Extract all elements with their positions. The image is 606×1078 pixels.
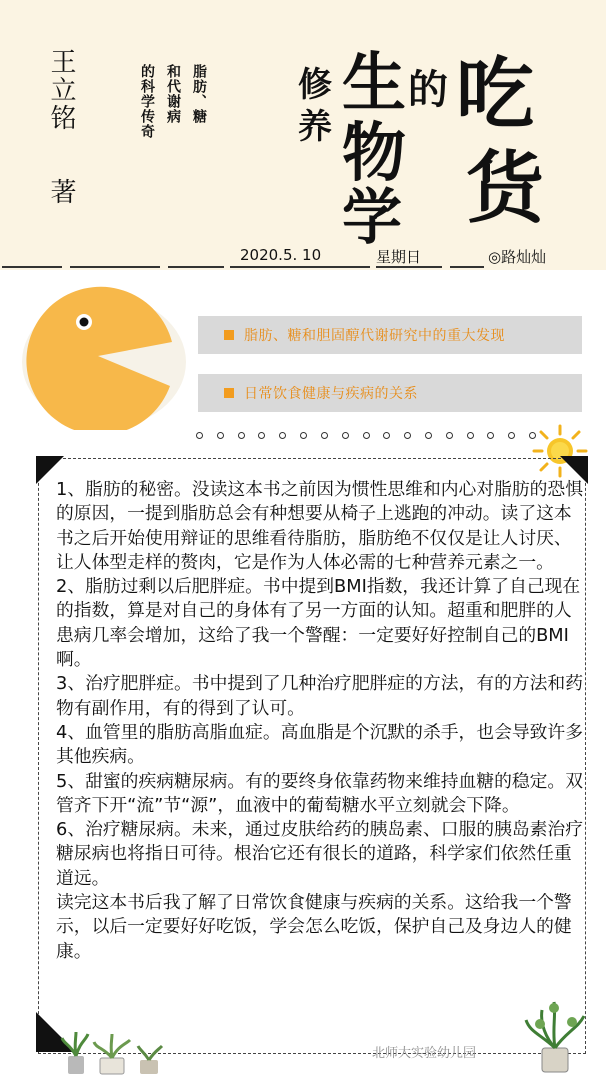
topic-bar-2 [198, 374, 582, 412]
weekday-text: 星期日 [376, 248, 422, 266]
topic-text: 脂肪、糖和胆固醇代谢研究中的重大发现 [244, 328, 505, 344]
topic-bar-1 [198, 316, 582, 354]
subtitle-line-3: 的科学传奇 [139, 64, 155, 139]
underline-segment [2, 266, 62, 268]
paragraph-conclusion: 读完这本书后我了解了日常饮食健康与疾病的关系。这给我一个警示，以后一定要好好吃饭，学会怎么吃饭，保护自己及身边人的健康。 [56, 892, 572, 962]
title-char-xiu: 修 [298, 65, 332, 105]
divider-dot [238, 432, 245, 439]
title-char-sheng: 生 [342, 46, 406, 121]
divider-dot [363, 432, 370, 439]
divider-dot [425, 432, 432, 439]
divider-dot [508, 432, 515, 439]
divider-dot [342, 432, 349, 439]
date-text: 2020.5. 10 [240, 246, 322, 264]
divider-dot [279, 432, 286, 439]
title-char-xue: 学 [342, 183, 402, 253]
author-suffix: 著 [46, 178, 76, 206]
title-char-yang: 养 [298, 107, 332, 147]
paragraph-1: 1、脂肪的秘密。没读这本书之前因为惯性思维和内心对脂肪的恐惧的原因，一提到脂肪总会有种想要从椅子上逃跑的冲动。读了这本书之后开始使用辩证的思维看待脂肪，脂肪绝不仅仅是让人讨厌、让人体型走样的赘肉，它是作为人体必需的七种营养元素之一。 [56, 479, 583, 573]
paragraph-4: 4、血管里的脂肪高脂血症。高血脂是个沉默的杀手，也会导致许多其他疾病。 [56, 721, 583, 768]
title-char-huo: 货 [466, 143, 545, 234]
subtitle-line-1: 脂肪、糖 [191, 64, 207, 124]
subtitle-line-2: 和代谢病 [165, 64, 181, 124]
pacman-icon [12, 282, 192, 430]
divider-dot [487, 432, 494, 439]
paragraph-2: 2、脂肪过剩以后肥胖症。书中提到BMI指数，我还计算了自己现在的指数，算是对自己的身体有了另一方面的认知。超重和肥胖的人患病几率会增加，这给了我一个警醒：一定要好好控制自己的BMI啊。 [56, 576, 581, 671]
divider-dot [467, 432, 474, 439]
paragraph-3: 3、治疗肥胖症。书中提到了几种治疗肥胖症的方法，有的方法和药物有副作用，有的得到了认可。 [56, 673, 583, 719]
underline-segment [70, 266, 160, 268]
dots-divider [196, 428, 536, 442]
underline-segment [230, 266, 370, 268]
title-char-wu: 物 [342, 116, 406, 191]
plant-icon [520, 994, 590, 1074]
title-char-de: 的 [408, 66, 448, 113]
article-body [56, 478, 586, 964]
underline-segment [168, 266, 224, 268]
title-char-chi: 吃 [456, 49, 535, 140]
divider-dot [321, 432, 328, 439]
square-bullet-icon [224, 330, 234, 340]
underline-segment [450, 266, 484, 268]
date-line [0, 242, 606, 272]
author-name: 王立铭 [46, 48, 76, 132]
divider-dot [383, 432, 390, 439]
author [44, 48, 78, 206]
signature-text: ◎路灿灿 [488, 248, 547, 266]
divider-dot [258, 432, 265, 439]
divider-dot [446, 432, 453, 439]
paragraph-5: 5、甜蜜的疾病糖尿病。有的要终身依靠药物来维持血糖的稳定。双管齐下开“流”节“源”，血液中的葡萄糖水平立刻就会下降。 [56, 770, 583, 816]
paragraph-6: 6、治疗糖尿病。未来，通过皮肤给药的胰岛素、口服的胰岛素治疗糖尿病也将指日可待。根治它还有很长的道路，科学家们依然任重道远。 [56, 819, 583, 889]
divider-dot [217, 432, 224, 439]
watermark: 北师大实验幼儿园 [372, 1046, 477, 1061]
topic-text: 日常饮食健康与疾病的关系 [244, 386, 418, 402]
divider-dot [300, 432, 307, 439]
divider-dot [404, 432, 411, 439]
plant-icon [60, 1030, 170, 1076]
square-bullet-icon [224, 388, 234, 398]
book-cover-header [0, 0, 606, 270]
divider-dot [196, 432, 203, 439]
